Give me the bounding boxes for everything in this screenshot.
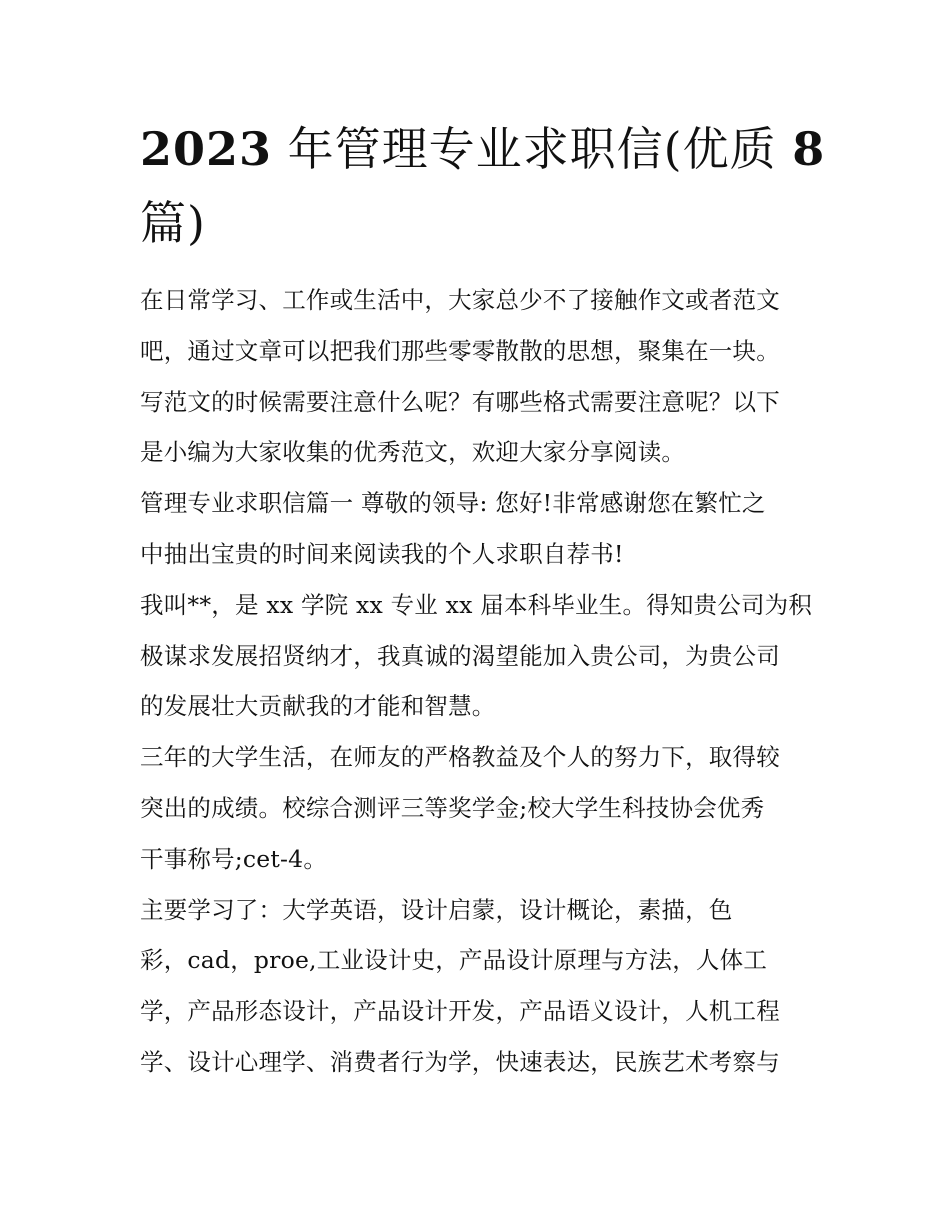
body-line: 极谋求发展招贤纳才，我真诚的渴望能加入贵公司，为贵公司 xyxy=(140,642,780,670)
body-line: 是小编为大家收集的优秀范文，欢迎大家分享阅读。 xyxy=(140,438,686,466)
body-line: 我叫**，是 xx 学院 xx 专业 xx 届本科毕业生。得知贵公司为积 xyxy=(140,591,813,619)
title-main: 年管理专业求职信(优质 xyxy=(287,122,777,176)
body-line: 在日常学习、工作或生活中，大家总少不了接触作文或者范文 xyxy=(140,286,780,314)
body-line: 主要学习了：大学英语，设计启蒙，设计概论，素描，色 xyxy=(140,896,733,924)
body-line: 吧，通过文章可以把我们那些零零散散的思想，聚集在一块。 xyxy=(140,337,780,365)
body-line: 管理专业求职信篇一 尊敬的领导: 您好!非常感谢您在繁忙之 xyxy=(140,489,766,517)
body-line: 的发展壮大贡献我的才能和智慧。 xyxy=(140,692,496,720)
document-title xyxy=(140,112,830,260)
body-line: 突出的成绩。校综合测评三等奖学金;校大学生科技协会优秀 xyxy=(140,794,765,822)
title-count: 8 xyxy=(792,122,826,176)
body-line: 写范文的时候需要注意什么呢？有哪些格式需要注意呢？以下 xyxy=(140,388,780,416)
body-line: 三年的大学生活，在师友的严格教益及个人的努力下，取得较 xyxy=(140,743,780,771)
body-line: 学、设计心理学、消费者行为学，快速表达，民族艺术考察与 xyxy=(140,1048,780,1076)
body-line: 学，产品形态设计，产品设计开发，产品语义设计，人机工程 xyxy=(140,997,780,1025)
body-line: 彩，cad，proe,工业设计史，产品设计原理与方法，人体工 xyxy=(140,946,768,974)
body-line: 中抽出宝贵的时间来阅读我的个人求职自荐书! xyxy=(140,540,624,568)
title-suffix: 篇) xyxy=(140,196,206,250)
body-line: 干事称号;cet-4。 xyxy=(140,845,328,873)
title-year: 2023 xyxy=(140,122,273,176)
